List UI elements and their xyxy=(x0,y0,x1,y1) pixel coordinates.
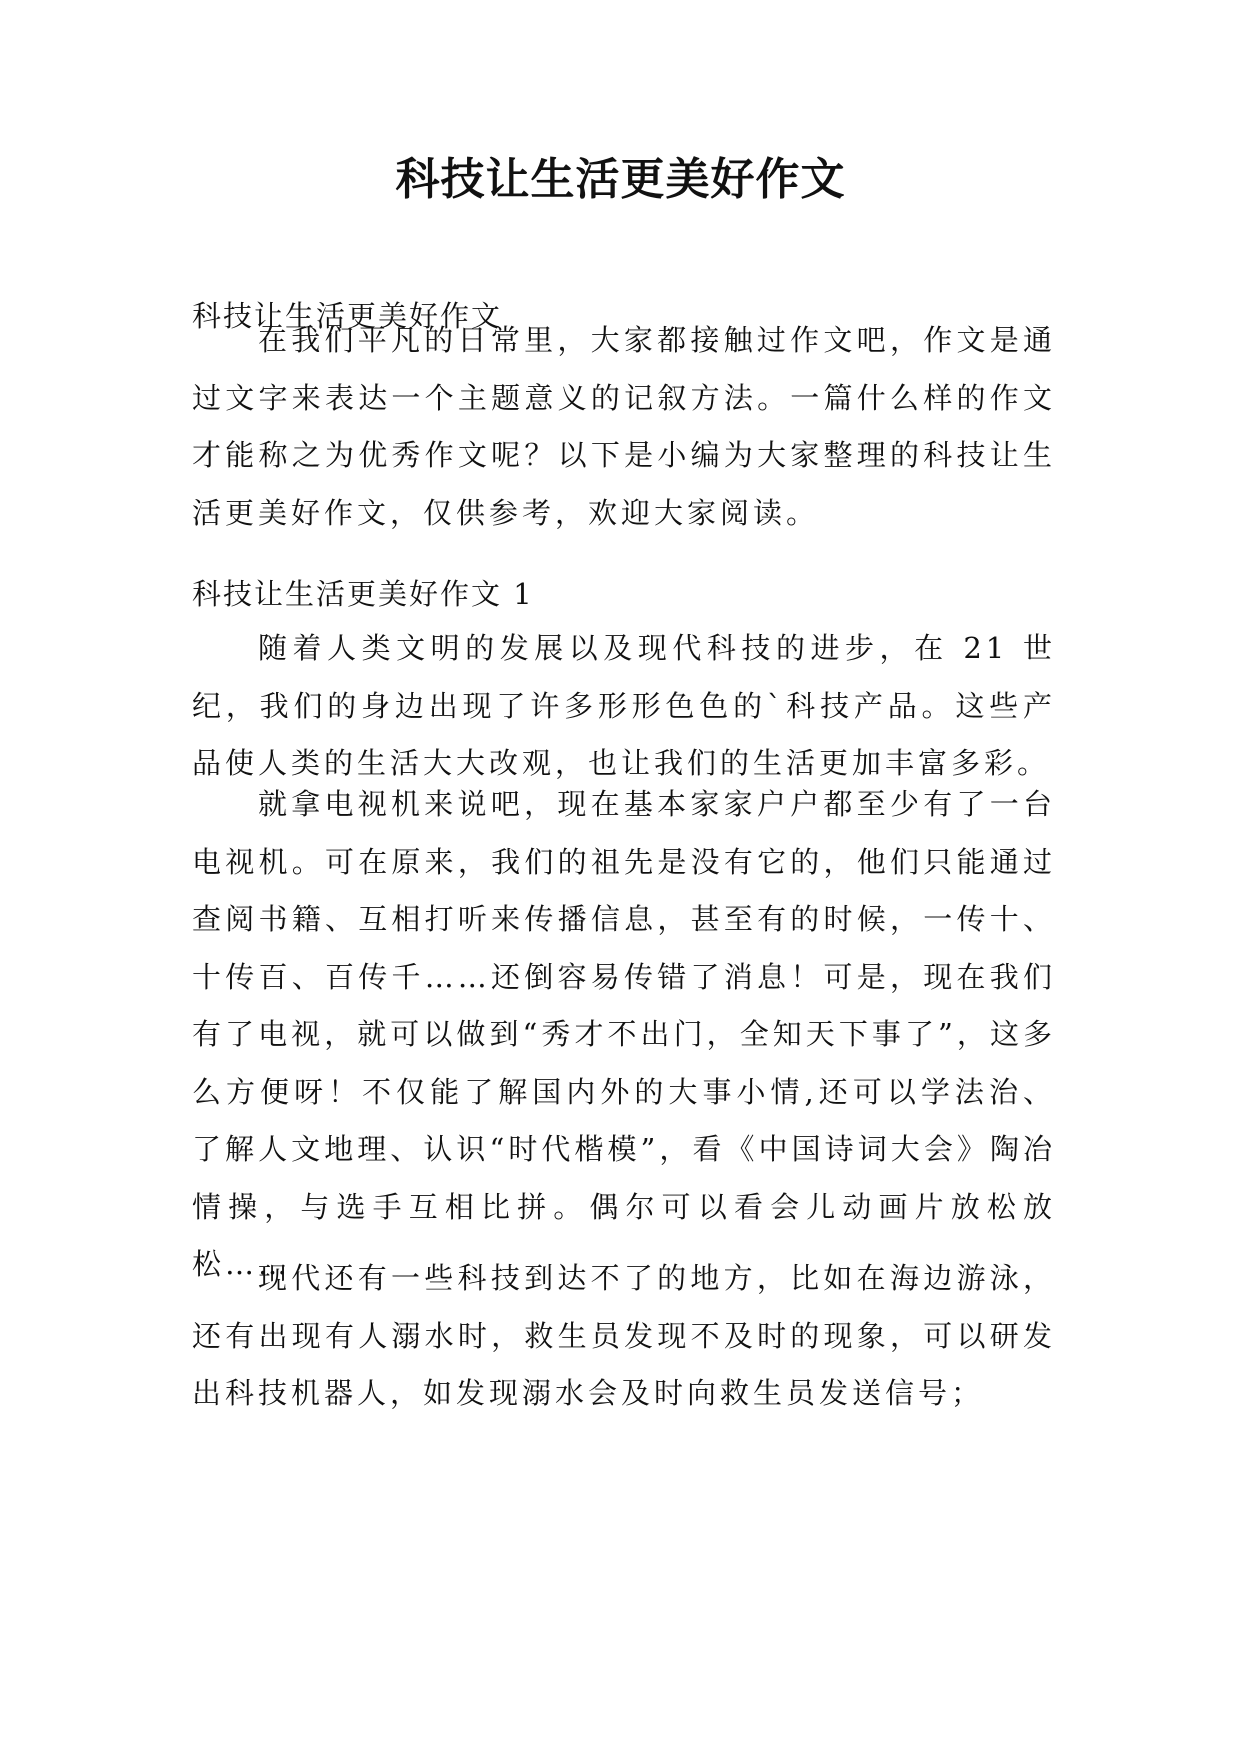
body-paragraph: 随着人类文明的发展以及现代科技的进步，在 21 世纪，我们的身边出现了许多形形色色的`科技产品。这些产品使人类的生活大大改观，也让我们的生活更加丰富多彩。 xyxy=(192,631,1056,780)
intro-heading: 科技让生活更美好作文 xyxy=(192,299,503,333)
section-heading: 科技让生活更美好作文 1 xyxy=(192,577,534,611)
document-title: 科技让生活更美好作文 xyxy=(395,154,846,205)
body-paragraph: 现代还有一些科技到达不了的地方，比如在海边游泳，还有出现有人溺水时，救生员发现不及时的现象，可以研发出科技机器人，如发现溺水会及时向救生员发送信号； xyxy=(192,1261,1056,1410)
intro-paragraph: 在我们平凡的日常里，大家都接触过作文吧，作文是通过文字来表达一个主题意义的记叙方法。一篇什么样的作文才能称之为优秀作文呢？以下是小编为大家整理的科技让生活更美好作文，仅供参考，欢迎大家阅读。 xyxy=(192,323,1056,530)
body-paragraph: 就拿电视机来说吧，现在基本家家户户都至少有了一台电视机。可在原来，我们的祖先是没有它的，他们只能通过查阅书籍、互相打听来传播信息，甚至有的时候，一传十、十传百、百传千……还倒容易传错了消息！可是，现在我们有了电视，就可以做到“秀才不出门，全知天下事了”，这多么方便呀！不仅能了解国内外的大事小情,还可以学法治、了解人文地理、认识“时代楷模”，看《中国诗词大会》陶冶情操，与选手互相比拼。偶尔可以看会儿动画片放松放松…… xyxy=(192,787,1056,1281)
